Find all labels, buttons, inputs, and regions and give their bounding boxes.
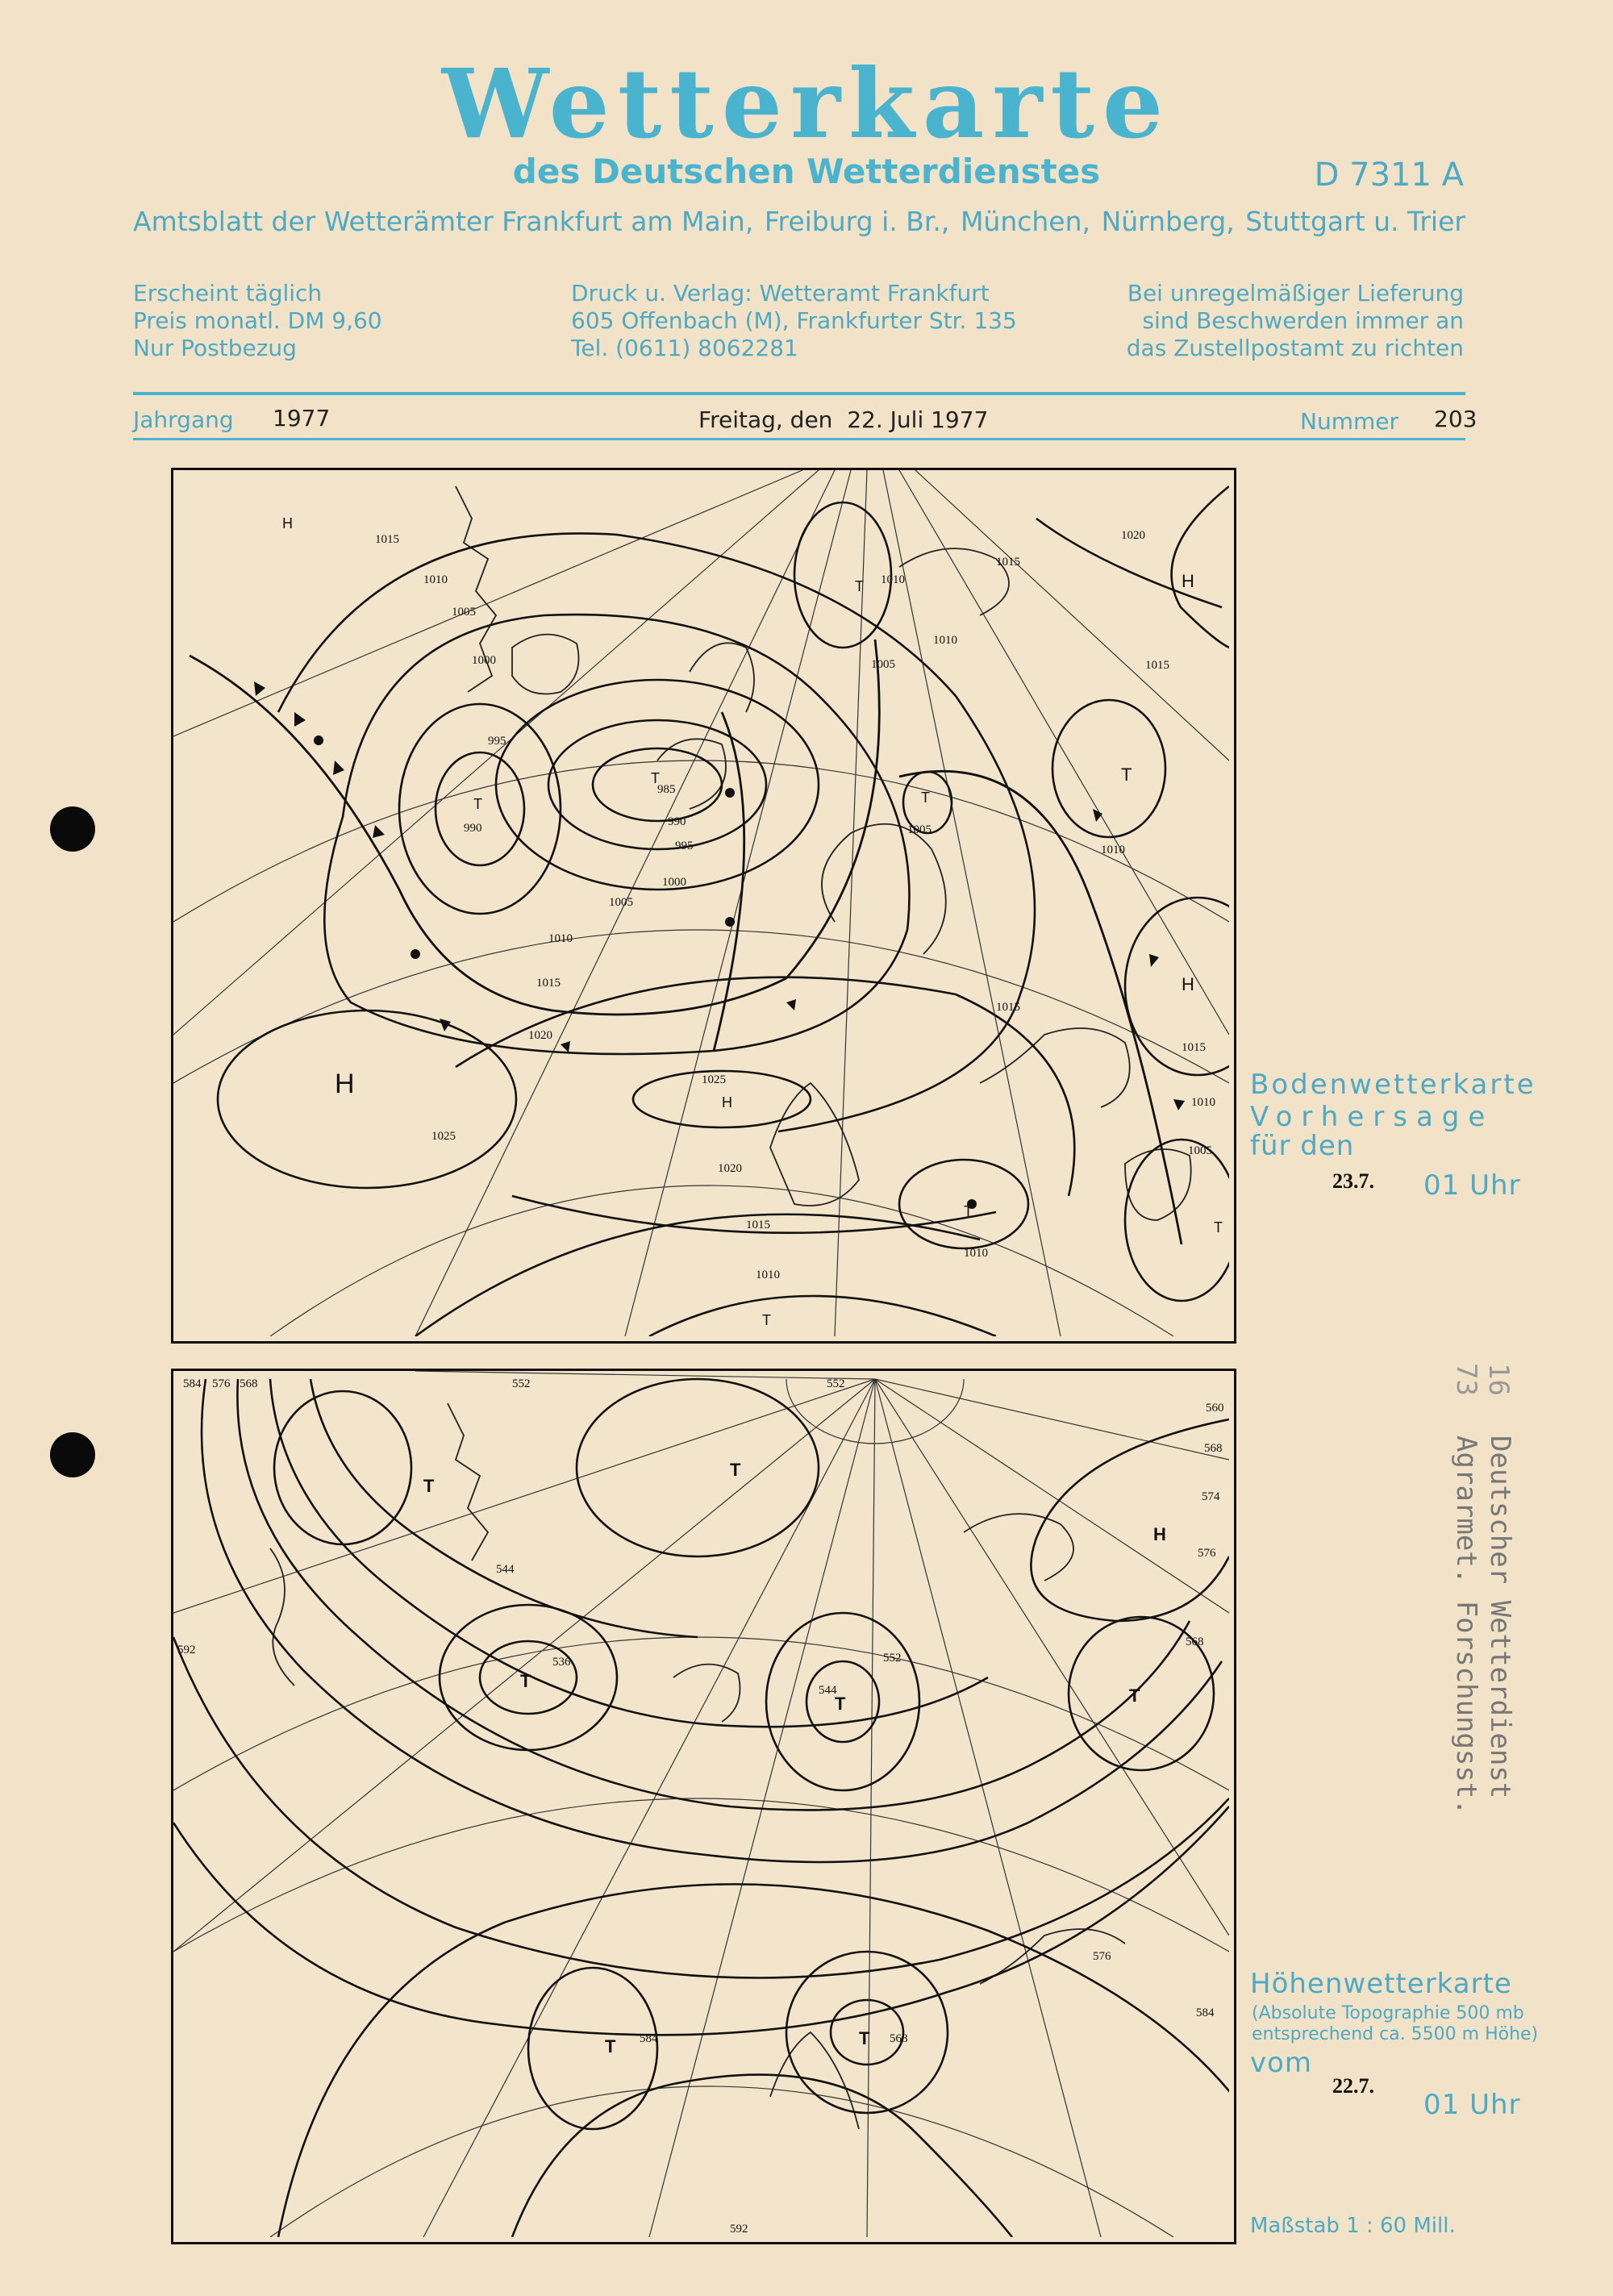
- isobar-label: 1015: [375, 533, 399, 546]
- map-scale: Maßstab 1 : 60 Mill.: [1250, 2214, 1456, 2238]
- isobar-label: 1010: [1101, 844, 1125, 856]
- isobar-label: 1015: [996, 1001, 1020, 1014]
- contour-label: 592: [177, 1644, 196, 1656]
- isobar-label: 1015: [1145, 659, 1169, 672]
- isobar-label: 1005: [1188, 1144, 1212, 1157]
- surface-map-subtitle: Vorhersage: [1250, 1101, 1494, 1133]
- low-center: T: [520, 1671, 531, 1691]
- upper-map-drawing: [173, 1371, 1229, 2237]
- low-center: T: [762, 1312, 771, 1328]
- upper-map-subtitle-2: entsprechend ca. 5500 m Höhe): [1252, 2024, 1539, 2044]
- low-center: T: [730, 1460, 741, 1480]
- low-center: T: [964, 1203, 973, 1219]
- upper-map-title: Höhenwetterkarte: [1250, 1968, 1512, 2000]
- jahrgang-label: Jahrgang: [133, 406, 234, 433]
- high-center: H: [335, 1069, 355, 1099]
- isobar-label: 1010: [964, 1247, 988, 1260]
- header-rule-bottom: [133, 438, 1465, 440]
- stamp-line: 73: [1450, 1363, 1482, 1396]
- info-line: sind Beschwerden immer an: [1142, 307, 1464, 334]
- masthead-subtitle: des Deutschen Wetterdienstes: [512, 152, 1101, 191]
- isobar-label: 1015: [1182, 1041, 1206, 1054]
- isobar-label: 1010: [423, 573, 448, 586]
- isobar-label: 1005: [609, 896, 633, 909]
- stamp-line: Deutscher Wetterdienst: [1484, 1436, 1516, 1799]
- contour-label: 544: [819, 1684, 837, 1697]
- low-center: T: [605, 2036, 616, 2056]
- isobar-label: 1010: [881, 573, 905, 586]
- info-line: Tel. (0611) 8062281: [571, 335, 798, 361]
- contour-label: 568: [1204, 1442, 1223, 1455]
- isobar-label: 1010: [933, 634, 957, 647]
- archive-stamp: [1444, 1363, 1516, 1879]
- contour-label: 576: [1198, 1547, 1216, 1560]
- contour-label: 584: [183, 1377, 202, 1390]
- info-line: 605 Offenbach (M), Frankfurter Str. 135: [571, 307, 1017, 334]
- pressure-centers: [282, 515, 1223, 1328]
- amtsblatt-part: München,: [960, 206, 1091, 237]
- header-rule-top: [133, 392, 1465, 395]
- isobar-label: 1025: [431, 1130, 456, 1143]
- low-center: T: [1121, 765, 1132, 785]
- isobar-label: 1010: [1191, 1096, 1215, 1109]
- contour-label: 544: [496, 1563, 515, 1576]
- isobar-label: 985: [657, 783, 676, 796]
- contour-label: 584: [1196, 2006, 1215, 2019]
- isobar-label: 995: [488, 735, 506, 748]
- surface-weather-map: [171, 468, 1236, 1344]
- issue-date: Freitag, den 22. Juli 1977: [698, 406, 989, 433]
- upper-map-time: 01 Uhr: [1423, 2089, 1521, 2121]
- graticule: [173, 470, 1229, 1336]
- stamp-line: 16: [1482, 1363, 1515, 1396]
- upper-air-map: [171, 1369, 1236, 2244]
- isobar-label: 1000: [472, 654, 496, 667]
- contour-label: 552: [512, 1377, 531, 1390]
- contour-label: 536: [552, 1656, 571, 1669]
- punch-hole-bottom: [50, 1432, 95, 1477]
- isobar-label: 1020: [528, 1029, 552, 1042]
- isobar-label: 1025: [702, 1073, 726, 1086]
- upper-map-subtitle: (Absolute Topographie 500 mb: [1252, 2003, 1524, 2023]
- isobar-label: 1000: [662, 876, 686, 889]
- low-center: T: [651, 770, 660, 786]
- low-center: T: [1214, 1219, 1223, 1236]
- surface-map-title: Bodenwetterkarte: [1250, 1069, 1536, 1101]
- low-center: T: [855, 578, 864, 594]
- amtsblatt-line: [133, 206, 1465, 237]
- contour-label: 576: [1093, 1950, 1111, 1963]
- low-center: T: [921, 790, 930, 806]
- isobar-label: 1005: [452, 606, 476, 619]
- high-center: H: [282, 515, 293, 531]
- contour-label: 574: [1202, 1490, 1220, 1503]
- isobar-label: 1010: [756, 1269, 780, 1281]
- high-center: H: [722, 1094, 732, 1110]
- jahrgang-value: 1977: [273, 405, 331, 431]
- publication-info: [133, 280, 382, 362]
- isobar-label: 1010: [548, 932, 573, 945]
- low-center: T: [835, 1694, 846, 1714]
- amtsblatt-part: Amtsblatt der Wetterämter Frankfurt am Main,: [133, 206, 754, 237]
- surface-map-date: 23.7.: [1332, 1169, 1374, 1193]
- isobar-label: 1015: [746, 1219, 770, 1231]
- masthead-title: Wetterkarte: [441, 48, 1172, 160]
- nummer-label: Nummer: [1300, 408, 1398, 435]
- punch-hole-top: [50, 806, 95, 852]
- contour-label: 568: [890, 2032, 908, 2045]
- isobars: [218, 486, 1229, 1336]
- high-center: H: [1153, 1524, 1166, 1544]
- contour-label: 576: [212, 1377, 231, 1390]
- amtsblatt-part: Stuttgart u. Trier: [1245, 206, 1465, 237]
- contour-label: 568: [1186, 1636, 1204, 1648]
- amtsblatt-part: Nürnberg,: [1101, 206, 1235, 237]
- contour-label: 568: [240, 1377, 258, 1390]
- isobar-label: 1005: [907, 823, 932, 836]
- upper-map-date: 22.7.: [1332, 2074, 1374, 2098]
- surface-map-time: 01 Uhr: [1423, 1169, 1521, 1202]
- isobar-label: 990: [464, 822, 482, 835]
- low-center: T: [473, 796, 482, 812]
- isobar-label: 1015: [536, 977, 561, 990]
- info-line: Nur Postbezug: [133, 335, 297, 361]
- surface-map-for: für den: [1250, 1130, 1355, 1162]
- info-line: das Zustellpostamt zu richten: [1126, 335, 1464, 361]
- document-number: D 7311 A: [1314, 156, 1464, 194]
- contour-label: 552: [827, 1377, 845, 1390]
- stamp-line: Agrarmet. Forschungsst.: [1450, 1436, 1482, 1815]
- info-line: Druck u. Verlag: Wetteramt Frankfurt: [571, 280, 990, 306]
- surface-map-label: [1250, 1069, 1536, 1162]
- graticule: [173, 1371, 1229, 2237]
- low-center: T: [1129, 1686, 1140, 1706]
- isobar-labels: [375, 529, 1215, 1281]
- contour-label: 552: [883, 1652, 902, 1665]
- low-center: T: [859, 2028, 870, 2048]
- nummer-value: 203: [1434, 406, 1478, 432]
- amtsblatt-part: Freiburg i. Br.,: [764, 206, 950, 237]
- isobar-label: 1005: [871, 658, 895, 671]
- info-line: Preis monatl. DM 9,60: [133, 307, 382, 334]
- isobar-label: 1015: [996, 556, 1020, 569]
- publisher-info: [571, 280, 1017, 362]
- isobar-label: 990: [668, 815, 686, 828]
- complaint-info: [1127, 280, 1464, 362]
- surface-map-drawing: [173, 470, 1229, 1336]
- isobar-label: 1020: [1121, 529, 1145, 542]
- contour-label: 560: [1206, 1402, 1224, 1415]
- contour-label: 584: [640, 2032, 658, 2045]
- info-line: Bei unregelmäßiger Lieferung: [1127, 280, 1464, 306]
- upper-map-vom: vom: [1250, 2047, 1313, 2079]
- isobar-label: 1020: [718, 1162, 742, 1175]
- high-center: H: [1182, 974, 1194, 994]
- info-line: Erscheint täglich: [133, 280, 323, 306]
- isobar-label: 995: [675, 840, 694, 852]
- high-center: H: [1182, 571, 1194, 591]
- pressure-centers: [423, 1460, 1166, 2056]
- low-center: T: [423, 1476, 435, 1496]
- contour-label: 592: [730, 2223, 748, 2236]
